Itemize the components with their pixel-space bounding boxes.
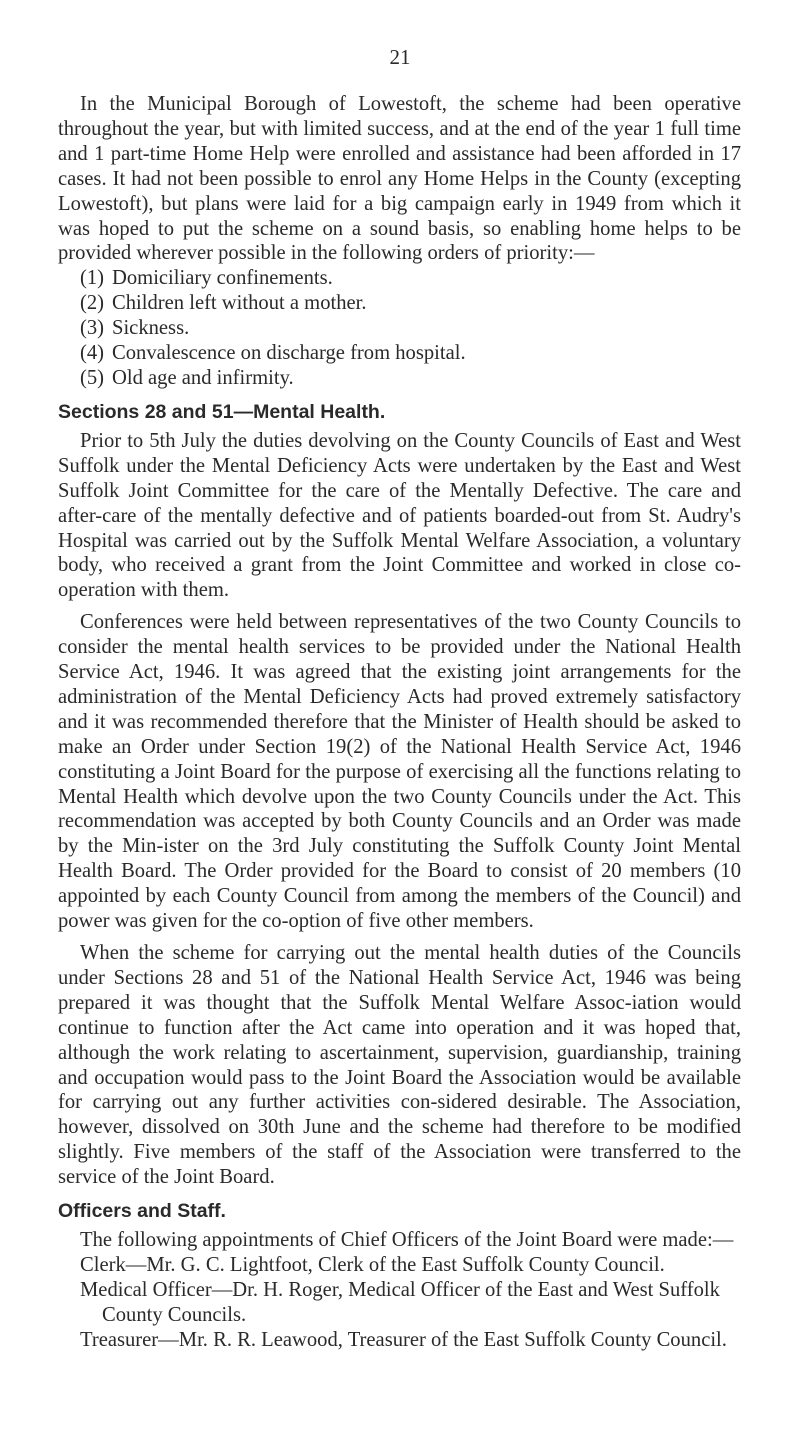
- appointment-item: Medical Officer—Dr. H. Roger, Medical Officer of the East and West Suffolk County Councils.: [80, 1278, 720, 1326]
- appointments-list: [58, 1253, 741, 1353]
- section-heading-officers: Officers and Staff.: [58, 1200, 226, 1223]
- list-item: (2) Children left without a mother.: [80, 292, 367, 315]
- page-body: [58, 92, 741, 1353]
- mental-health-paragraph: Prior to 5th July the duties devolving on the County Councils of East and West Suffolk under the Mental Deficiency Acts were undertaken by the East and West Suffolk Joint Committee for the care of the Mentally Defective. The care and after-care of the mentally defective and of patients boarded-out from St. Audry's Hospital was carried out by the Suffolk Mental Welfare Association, a voluntary body, who received a grant from the Joint Committee and worked in close co-operation with them.: [58, 429, 741, 602]
- appointment-item: Treasurer—Mr. R. R. Leawood, Treasurer of the East Suffolk County Council.: [80, 1328, 727, 1351]
- list-item: (4) Convalescence on discharge from hospital.: [80, 342, 466, 365]
- intro-paragraph: In the Municipal Borough of Lowestoft, the scheme had been operative throughout the year, but with limited success, and at the end of the year 1 full time and 1 part-time Home Help were enrolled and assistance had been afforded in 17 cases. It had not been possible to enrol any Home Helps in the County (excepting Lowestoft), but plans were laid for a big campaign early in 1949 from which it was hoped to put the scheme on a sound basis, so enabling home helps to be provided wherever possible in the following orders of priority:—: [58, 93, 741, 265]
- mental-health-paragraph: When the scheme for carrying out the mental health duties of the Councils under Sections 28 and 51 of the National Health Service Act, 1946 was being prepared it was thought that the Suffolk Mental Welfare Assoc-iation would continue to function after the Act came into operation and it was hoped that, although the work relating to ascertainment, supervision, guardianship, training and occupation would pass to the Joint Board the Association would be available for carrying out any further activities con-sidered desirable. The Association, however, dissolved on 30th June and the scheme had therefore to be modified slightly. Five members of the staff of the Association were transferred to the service of the Joint Board.: [58, 942, 741, 1189]
- list-item: (5) Old age and infirmity.: [80, 366, 294, 389]
- officers-intro-paragraph: The following appointments of Chief Officers of the Joint Board were made:—: [80, 1229, 734, 1252]
- section-heading-mental-health: Sections 28 and 51—Mental Health.: [58, 400, 386, 423]
- page-number: 21: [389, 45, 411, 69]
- priority-list: [58, 266, 741, 391]
- list-item: (1) Domiciliary confinements.: [80, 267, 333, 290]
- list-item: (3) Sickness.: [80, 317, 190, 340]
- mental-health-paragraph: Conferences were held between representatives of the two County Councils to consider the mental health services to be provided under the National Health Service Act, 1946. It was agreed that the existing joint arrangements for the administration of the Mental Deficiency Acts had proved extremely satisfactory and it was recommended therefore that the Minister of Health should be asked to make an Order under Section 19(2) of the National Health Service Act, 1946 constituting a Joint Board for the purpose of exercising all the functions relating to Mental Health which devolve upon the two County Councils under the Act. This recommendation was accepted by both County Councils and an Order was made by the Min-ister on the 3rd July constituting the Suffolk County Joint Mental Health Board. The Order provided for the Board to consist of 20 members (10 appointed by each County Council from among the members of the Council) and power was given for the co-option of five other members.: [58, 611, 741, 933]
- appointment-item: Clerk—Mr. G. C. Lightfoot, Clerk of the East Suffolk County Council.: [80, 1253, 665, 1276]
